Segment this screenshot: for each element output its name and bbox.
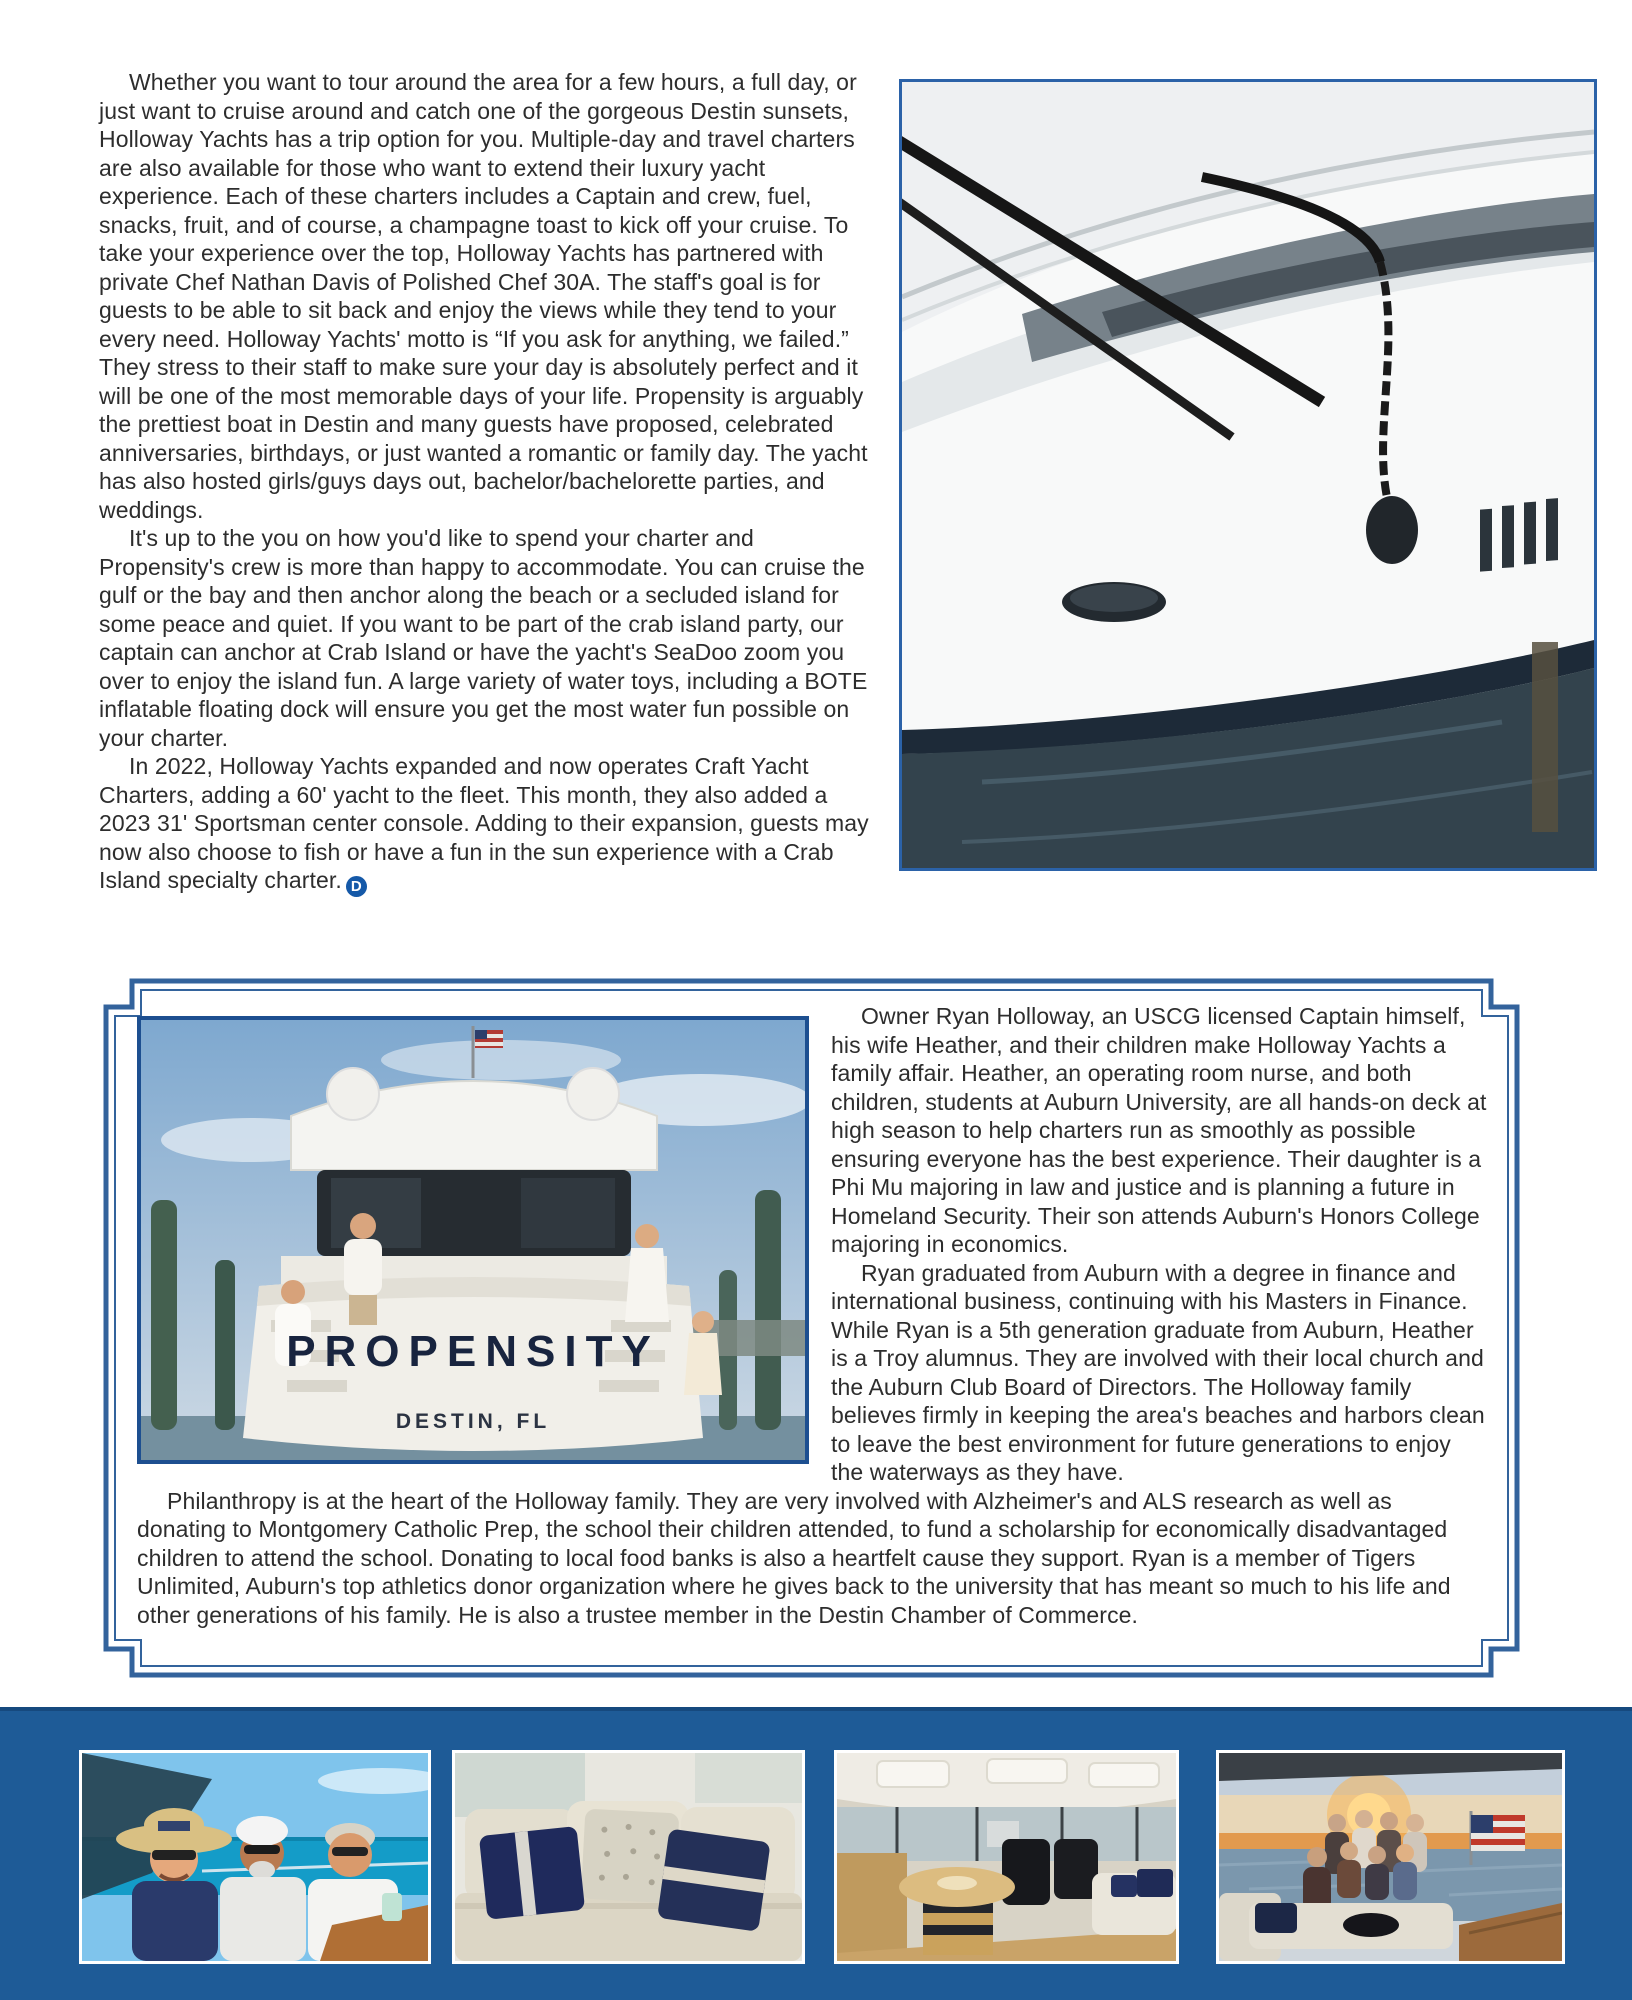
feature-box-content — [137, 1002, 1487, 1660]
article-column — [99, 68, 879, 897]
us-flag-icon — [475, 1030, 503, 1048]
end-of-story-icon — [346, 876, 367, 897]
feature-paragraph-2-text: Ryan graduated from Auburn with a degree in finance and international business, continuing with his Masters in Finance. While Ryan is a 5th generation graduate from Auburn, Heather is a Troy alumnus. They are involved with their local church and the Auburn Club Board of Directors. The Holloway family believes firmly in keeping the area's beaches and harbors clean to leave the best environment for future generations to enjoy the waterways as they have. — [831, 1259, 1485, 1485]
gallery-photo-sunset-group — [1216, 1750, 1565, 1964]
gallery-photo-three-men-selfie — [79, 1750, 431, 1964]
propensity-stern-photo-art — [141, 1020, 805, 1460]
yacht-side-photo-art — [902, 82, 1594, 868]
three-men-selfie-art — [82, 1753, 428, 1961]
article-paragraph-2-text: It's up to the you on how you'd like to spend your charter and Propensity's crew is more than happy to accommodate. You can cruise the gulf or the bay and then anchor along the beach or a secluded island for some peace and quiet. If you want to be part of the crab island party, our captain can anchor at Crab Island or have the yacht's SeaDoo zoom you over to enjoy the island fun. A large variety of water toys, including a BOTE inflatable floating dock will ensure you get the most water fun possible on your charter. — [99, 525, 868, 751]
gallery-photo-yacht-interior — [834, 1750, 1179, 1964]
yacht-interior-art — [837, 1753, 1176, 1961]
article-paragraph-2 — [99, 524, 879, 752]
navy-pillow-sofa-art — [455, 1753, 802, 1961]
feature-paragraph-1-text: Owner Ryan Holloway, an USCG licensed Captain himself, his wife Heather, and their children make Holloway Yachts a family affair. Heather, an operating room nurse, and both children, students at Auburn University, are all hands-on deck at high season to help charters run as smoothly as possible ensuring everyone has the best experience. Their daughter is a Phi Mu majoring in law and justice and is planning a future in Homeland Security. Their son attends Auburn's Honors College majoring in economics. — [831, 1003, 1487, 1257]
gallery-photo-navy-pillow-sofa — [452, 1750, 805, 1964]
yacht-side-photo — [899, 79, 1597, 871]
feature-paragraph-3 — [137, 1487, 1487, 1630]
end-of-story-letter: D — [350, 878, 362, 895]
article-paragraph-3-text: In 2022, Holloway Yachts expanded and now operates Craft Yacht Charters, adding a 60' yacht to the fleet. This month, they also added a 2023 31' Sportsman center console. Adding to their expansion, guests may now also choose to fish or have a fun in the sun experience with a Crab Island specialty charter. — [99, 753, 869, 893]
article-paragraph-1-text: Whether you want to tour around the area for a few hours, a full day, or just want to cruise around and catch one of the gorgeous Destin sunsets, Holloway Yachts has a trip option for you. Multiple-day and travel charters are also available for those who want to extend their luxury yacht experience. Each of these charters includes a Captain and crew, fuel, snacks, fruit, and of course, a champagne toast to kick off your cruise. To take your experience over the top, Holloway Yachts has partnered with private Chef Nathan Davis of Polished Chef 30A. The staff's goal is for guests to be able to sit back and enjoy the views while they tend to your every need. Holloway Yachts' motto is “If you ask for anything, we failed.” They stress to their staff to make sure your day is absolutely perfect and it will be one of the most memorable days of your life. Propensity is arguably the prettiest boat in Destin and many guests have proposed, celebrated anniversaries, birthdays, or just wanted a romantic or family day. The yacht has also hosted girls/guys days out, bachelor/bachelorette parties, and weddings. — [99, 69, 868, 523]
article-paragraph-1 — [99, 68, 879, 524]
bottom-photo-band — [0, 1707, 1632, 2000]
article-paragraph-3 — [99, 752, 879, 897]
home-port-text: DESTIN, FL — [395, 1410, 551, 1433]
feature-paragraph-3-text: Philanthropy is at the heart of the Holloway family. They are very involved with Alzheimer's and ALS research as well as donating to Montgomery Catholic Prep, the school their children attended, to fund a scholarship for economically disadvantaged children to attend the school. Donating to local food banks is also a heartfelt cause they support. Ryan is a member of Tigers Unlimited, Auburn's top athletics donor organization where he gives back to the university that has meant so much to his life and other generations of his family. He is also a trustee member in the Destin Chamber of Commerce. — [137, 1487, 1451, 1628]
boat-name-text: PROPENSITY — [286, 1327, 660, 1376]
feature-box — [103, 978, 1520, 1678]
us-flag-icon — [1471, 1815, 1525, 1851]
propensity-stern-photo — [137, 1016, 809, 1464]
sunset-group-art — [1219, 1753, 1562, 1961]
